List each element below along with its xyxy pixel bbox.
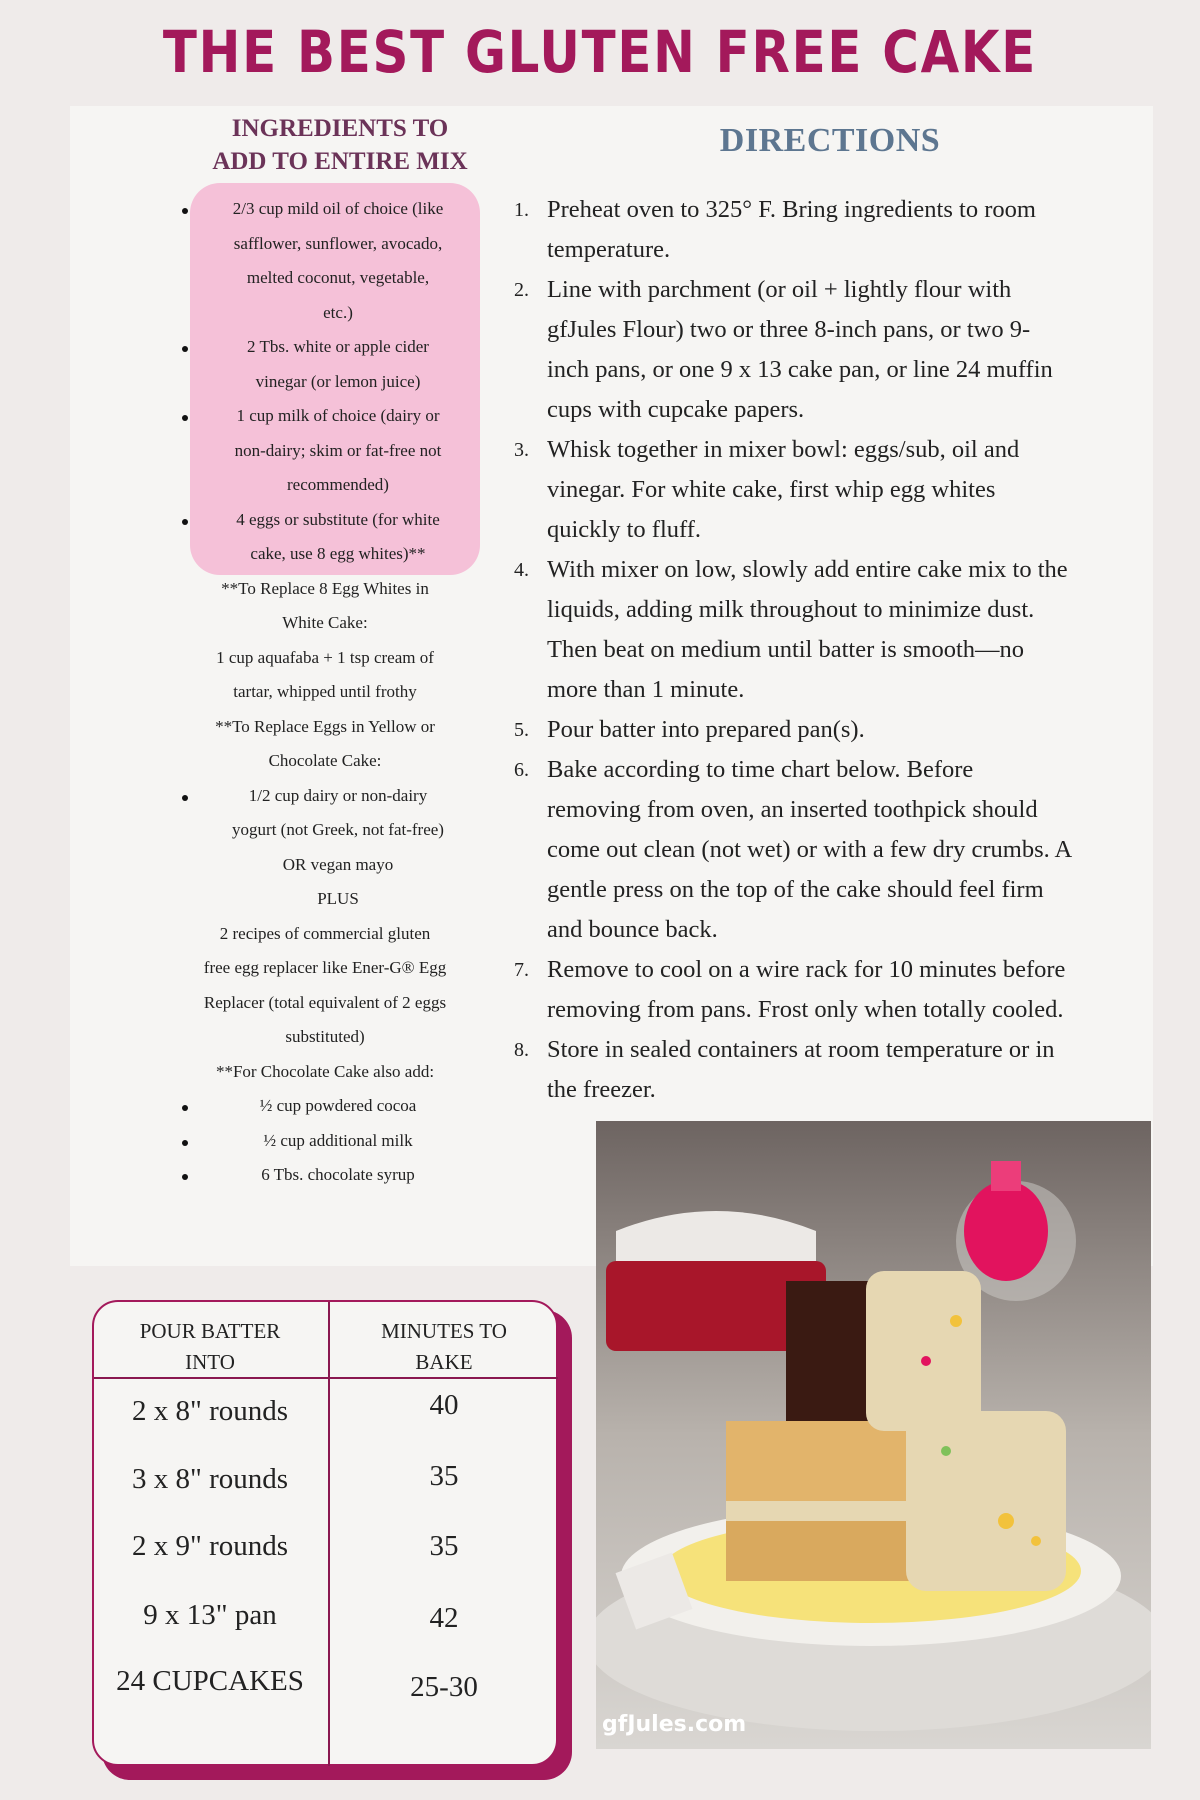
step-text: Remove to cool on a wire rack for 10 minutes before [547,956,1066,983]
bullet-icon [182,795,188,801]
step-number: 5. [514,719,529,741]
bullet-icon [182,415,188,421]
watermark-logo: gfJules.com [602,1712,747,1737]
step-text: Preheat oven to 325° F. Bring ingredients to room [547,196,1036,223]
ingredients-list [165,192,485,1193]
table-cell-pan: 2 x 9" rounds [131,1530,289,1562]
table-cell-minutes: 35 [429,1460,459,1492]
step-text: vinegar. For white cake, first whip egg whites [547,476,996,503]
step-text: cups with cupcake papers. [547,396,805,423]
table-cell-pan: 9 x 13" pan [143,1599,277,1631]
table-cell-pan: 3 x 8" rounds [131,1463,289,1495]
frosted-cake-side [906,1411,1066,1591]
step-text: liquids, adding milk throughout to minimize dust. [547,596,1035,623]
ingredient-line [165,951,485,986]
ingredient-text: PLUS [317,889,359,908]
ingredient-line [165,192,485,227]
ingredient-text: free egg replacer like Ener-G® Egg [203,958,447,977]
step-text: and bounce back. [547,916,718,943]
bake-time-table [92,1300,562,1780]
ingredient-line [165,399,485,434]
ingredient-line [165,606,485,641]
step-number: 3. [514,439,529,461]
direction-step [514,190,1150,270]
step-number: 8. [514,1039,529,1061]
ingredient-line [165,744,485,779]
ingredient-text: ½ cup additional milk [263,1130,413,1150]
direction-step [514,1030,1150,1110]
step-text: removing from oven, an inserted toothpick should [547,796,1038,823]
ingredient-text: tartar, whipped until frothy [233,682,417,701]
ingredient-line [165,813,485,848]
table-cell-pan: 2 x 8" rounds [131,1395,289,1427]
table-cell-minutes: 25-30 [410,1671,478,1703]
ingredient-text: 6 Tbs. chocolate syrup [261,1165,415,1184]
ingredient-text: etc.) [323,302,353,322]
frosted-top-tier [866,1271,981,1431]
ingredient-line [165,503,485,538]
direction-step [514,710,1150,750]
ingredient-text: OR vegan mayo [282,854,394,874]
ingredient-text: Replacer (total equivalent of 2 eggs [203,992,447,1012]
directions-list [514,190,1150,1110]
bullet-icon [182,1105,188,1111]
pink-bottle-neck [991,1161,1021,1191]
ingredient-text: **To Replace 8 Egg Whites in [221,578,429,598]
step-text: come out clean (not wet) or with a few dry crumbs. A [547,836,1073,863]
step-text: quickly to fluff. [547,516,702,543]
ingredient-line [165,365,485,400]
sprinkle [921,1356,931,1366]
step-text: Store in sealed containers at room temperature or in [547,1036,1055,1063]
ingredient-text: Chocolate Cake: [268,751,382,770]
step-number: 2. [514,279,529,301]
ingredient-line [165,330,485,365]
bullet-icon [182,519,188,525]
ingredient-line [165,710,485,745]
ingredient-text: recommended) [287,475,389,494]
ingredient-line [165,1055,485,1090]
ingredient-text: 1/2 cup dairy or non-dairy [248,785,428,805]
table-header-minutes-line-1: MINUTES TO [381,1319,507,1343]
ingredient-line [165,779,485,814]
ingredient-line [165,641,485,676]
step-text: Whisk together in mixer bowl: eggs/sub, oil and [547,436,1020,463]
cake-photo [596,1121,1151,1749]
ingredient-line [165,296,485,331]
ingredient-line [165,882,485,917]
table-header-pan-line-2: INTO [185,1350,235,1374]
ingredient-text: 2 Tbs. white or apple cider [247,337,429,356]
cake-bottom-layer [726,1421,916,1501]
ingredient-line [165,917,485,952]
direction-step [514,550,1150,710]
step-text: more than 1 minute. [547,676,745,703]
ingredient-text: **To Replace Eggs in Yellow or [215,716,435,736]
pink-bottle [964,1181,1048,1281]
direction-step [514,950,1150,1030]
ingredient-line [165,227,485,262]
step-text: Bake according to time chart below. Before [547,756,974,783]
ingredient-line [165,537,485,572]
ingredient-line [165,986,485,1021]
chocolate-layer [786,1281,876,1421]
step-text: removing from pans. Frost only when totally cooled. [547,996,1064,1023]
step-text: Then beat on medium until batter is smooth—no [547,636,1024,663]
cake-filling [726,1501,916,1521]
table-header-pan [94,1316,326,1378]
step-number: 1. [514,199,529,221]
table-cell-minutes: 42 [429,1602,459,1634]
step-text: temperature. [547,236,671,263]
step-text: gfJules Flour) two or three 8-inch pans, or two 9- [547,316,1031,343]
table-cell-minutes: 40 [429,1389,459,1421]
ingredient-line [165,1158,485,1193]
ingredient-line [165,848,485,883]
ingredient-line [165,261,485,296]
bullet-icon [182,208,188,214]
ingredient-text: 1 cup milk of choice (dairy or [236,406,440,425]
ingredient-text: 2 recipes of commercial gluten [219,923,431,943]
step-text: With mixer on low, slowly add entire cake mix to the [547,556,1068,583]
ingredient-line [165,434,485,469]
directions-heading: DIRECTIONS [719,122,941,159]
table-frame [92,1300,558,1766]
table-cell-minutes: 35 [429,1530,459,1562]
cake-illustration [596,1121,1151,1749]
ingredient-text: **For Chocolate Cake also add: [215,1061,435,1081]
ingredient-text: 2/3 cup mild oil of choice (like [232,199,444,218]
ingredients-heading-line-2: ADD TO ENTIRE MIX [212,148,468,175]
bullet-icon [182,346,188,352]
ingredient-line [165,675,485,710]
direction-step [514,430,1150,550]
step-text: Pour batter into prepared pan(s). [547,716,865,743]
ingredient-line [165,1020,485,1055]
sprinkle [998,1513,1014,1529]
ingredients-heading [180,112,500,178]
ingredient-text: yogurt (not Greek, not fat-free) [232,820,444,839]
step-number: 6. [514,759,529,781]
step-number: 4. [514,559,529,581]
ingredient-text: vinegar (or lemon juice) [255,371,421,391]
step-number: 7. [514,959,529,981]
ingredient-line [165,572,485,607]
sprinkle [941,1446,951,1456]
table-header-minutes [328,1316,560,1378]
ingredient-text: safflower, sunflower, avocado, [233,233,443,253]
ingredient-line [165,1089,485,1124]
step-text: Line with parchment (or oil + lightly flour with [547,276,1012,303]
table-cell-pan: 24 CUPCAKES [116,1665,304,1697]
ingredient-text: 4 eggs or substitute (for white [236,509,440,529]
ingredient-text: White Cake: [282,613,368,632]
ingredient-text: cake, use 8 egg whites)** [250,544,426,563]
sprinkle [1031,1536,1041,1546]
ingredient-text: substituted) [285,1027,365,1046]
ingredient-text: melted coconut, vegetable, [246,268,430,287]
ingredient-line [165,1124,485,1159]
step-text: the freezer. [547,1076,656,1103]
table-header-pan-line-1: POUR BATTER [139,1319,281,1343]
bullet-icon [182,1140,188,1146]
table-header-minutes-line-2: BAKE [415,1350,473,1374]
step-text: inch pans, or one 9 x 13 cake pan, or line 24 muffin [547,356,1053,383]
step-text: gentle press on the top of the cake should feel firm [547,876,1044,903]
ingredient-text: ½ cup powdered cocoa [259,1096,417,1115]
page-title: THE BEST GLUTEN FREE CAKE [162,18,1038,86]
direction-step [514,270,1150,430]
sprinkle [950,1315,962,1327]
direction-step [514,750,1150,950]
ingredient-text: 1 cup aquafaba + 1 tsp cream of [216,647,434,667]
cake-base-layer [726,1521,916,1581]
bullet-icon [182,1174,188,1180]
ingredients-heading-line-1: INGREDIENTS TO [231,115,449,142]
ingredient-line [165,468,485,503]
ingredient-text: non-dairy; skim or fat-free not [234,440,442,460]
